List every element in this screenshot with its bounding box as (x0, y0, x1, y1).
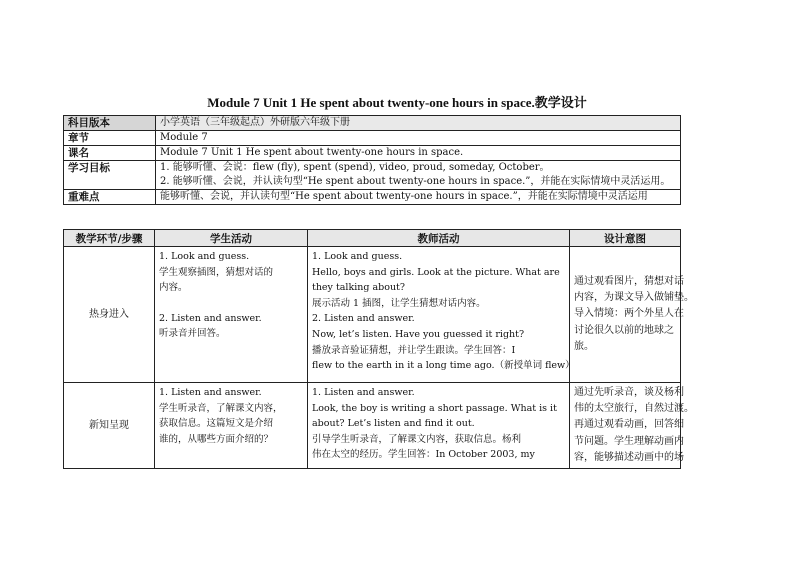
design-intent-cell: 通过先听录音，谈及杨利 伟的太空旅行，自然过渡。 再通过观看动画，回答细 节问题。学生理解动画内 容，能够描述动画中的场 (570, 383, 681, 469)
info-value: Module 7 Unit 1 He spent about twenty-one hours in space. (156, 146, 681, 161)
info-row-subject (64, 116, 681, 131)
table-row-new-knowledge (64, 383, 681, 469)
header-student-activity: 学生活动 (155, 230, 308, 247)
course-info-table (63, 115, 681, 205)
document-title: Module 7 Unit 1 He spent about twenty-one hours in space.教学设计 (207, 95, 587, 110)
table-header-row (64, 230, 681, 247)
info-value: Module 7 (156, 131, 681, 146)
student-activity-cell: 1. Look and guess. 学生观察插图，猜想对话的 内容。 2. Listen and answer. 听录音并回答。 (155, 247, 308, 383)
teacher-activity-cell: 1. Look and guess. Hello, boys and girls. Look at the picture. What are they talking about? 展示活动 1 插图，让学生猜想对话内容。 2. Listen and answer. Now, let’s listen. Have you guessed it right? 播放录音验证猜想，并让学生跟读。学生回答：I flew to the earth in it a long time ago.（新授单词 flew） (308, 247, 570, 383)
info-value: 1. 能够听懂、会说：flew (fly), spent (spend), video, proud, someday, October。 2. 能够听懂、会说，并认读句型“He spent about twenty-one hours in space.”，并能在实际情境中灵活运用。 (156, 161, 681, 190)
info-value: 小学英语（三年级起点）外研版六年级下册 (156, 116, 681, 131)
info-key: 学习目标 (64, 161, 156, 190)
info-key: 章节 (64, 131, 156, 146)
student-activity-cell: 1. Listen and answer. 学生听录音，了解课文内容， 获取信息。这篇短文是介绍 谁的，从哪些方面介绍的？ (155, 383, 308, 469)
info-row-objectives (64, 161, 681, 190)
teacher-activity-cell: 1. Listen and answer. Look, the boy is writing a short passage. What is it about? Let’s listen and find it out. 引导学生听录音，了解课文内容，获取信息。杨利 伟在太空的经历。学生回答：In October 2003, my (308, 383, 570, 469)
info-key: 科目版本 (64, 116, 156, 131)
info-row-chapter (64, 131, 681, 146)
stage-cell: 热身进入 (64, 247, 155, 383)
design-intent-cell: 通过观看图片，猜想对话 内容，为课文导入做铺垫。 导入情境：两个外星人在 讨论很久以前的地球之 旅。 (570, 247, 681, 383)
header-teacher-activity: 教师活动 (308, 230, 570, 247)
header-stage: 教学环节/步骤 (64, 230, 155, 247)
header-design-intent: 设计意图 (570, 230, 681, 247)
table-row-warmup (64, 247, 681, 383)
teaching-process-table (63, 229, 694, 469)
stage-cell: 新知呈现 (64, 383, 155, 469)
info-row-lesson (64, 146, 681, 161)
info-key: 重难点 (64, 190, 156, 205)
info-row-key-points (64, 190, 681, 205)
info-value: 能够听懂、会说，并认读句型“He spent about twenty-one hours in space.”，并能在实际情境中灵活运用 (156, 190, 681, 205)
info-key: 课名 (64, 146, 156, 161)
